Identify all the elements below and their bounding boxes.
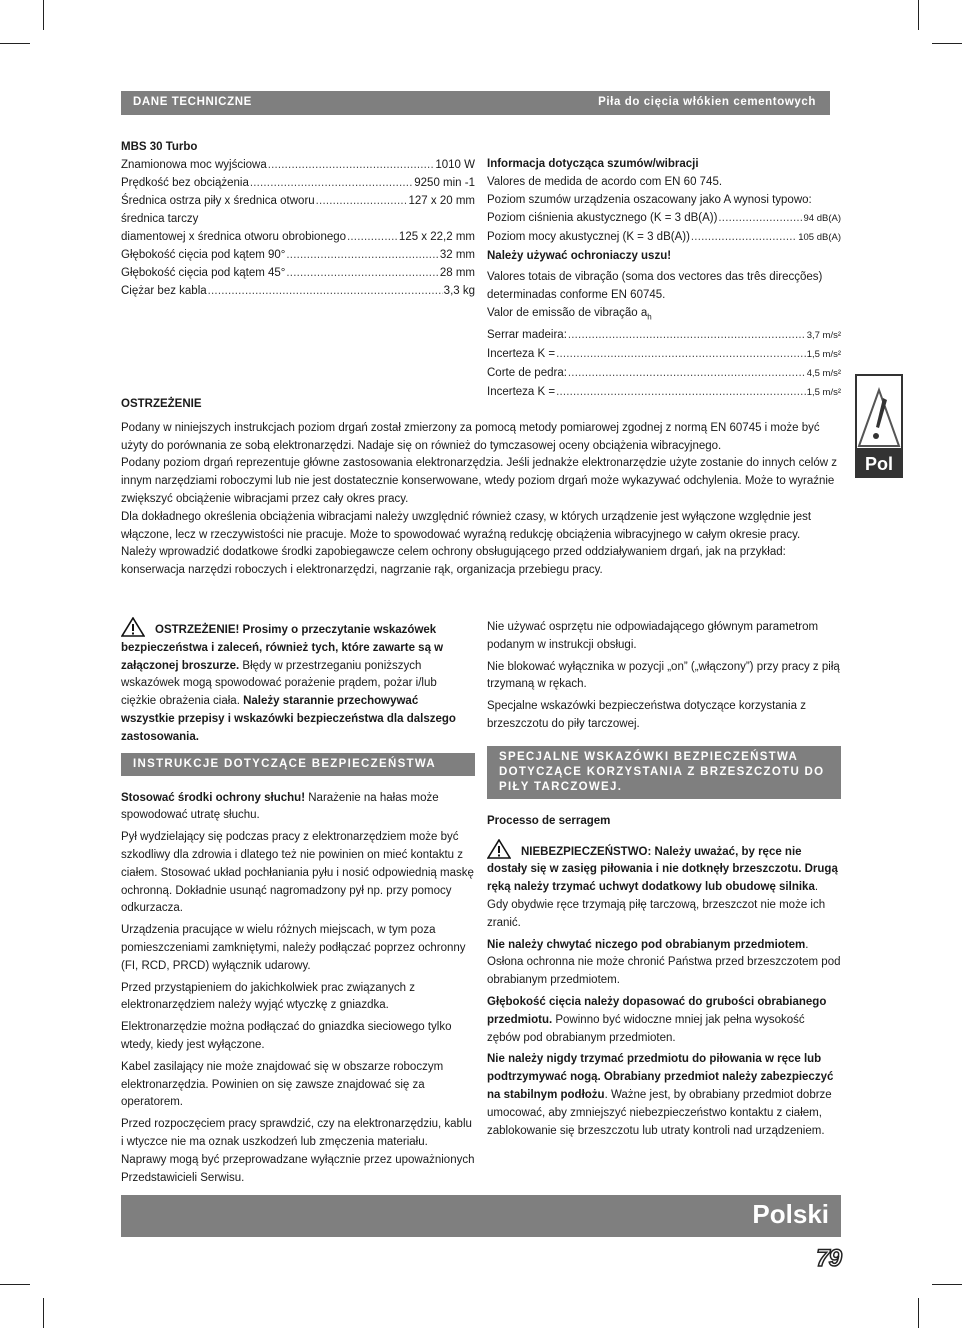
leader-dots	[347, 228, 398, 246]
warning-title: OSTRZEŻENIE	[121, 398, 202, 410]
spec-label: Głębokość cięcia pod kątem 90°	[121, 249, 286, 261]
crop-mark	[0, 43, 30, 44]
warning-icon	[857, 376, 901, 448]
crop-mark	[0, 1284, 30, 1285]
header-product-title: Piła do cięcia włókien cementowych	[598, 96, 816, 108]
vib-line: Valores totais de vibração (soma dos vectores das três direcções)	[487, 271, 823, 283]
paragraph: Przed rozpoczęciem pracy sprawdzić, czy na elektronarzędziu, kablu i wtyczce nie ma oznak uszkodzeń lub zmęczenia materiału. Naprawy mogą być przeprowadzane wyłącznie przez upoważnionych Przedstawicieli Serwisu.	[121, 1118, 475, 1184]
leader-dots	[568, 326, 806, 344]
spec-label: średnica tarczy	[121, 213, 199, 225]
warning-line: Podany w niniejszych instrukcjach poziom drgań został zmierzony za pomocą metody pomiarowej zgodnej z normą EN 60745 i może być	[121, 421, 820, 434]
leader-dots	[286, 264, 438, 282]
leader-dots	[568, 364, 806, 382]
paragraph-text: . Ważne jest, by obrabiany przedmiot dobrze umocować, aby zmniejszyć niebezpieczeństwo kontaktu z ciałem, zablokowanie się brzeszczotu lub utraty kontroli nad urządzeniem.	[487, 1088, 832, 1137]
warning-line: użyty do porównania ze sobą elektronarzędzi. Nadaje się on również do tymczasowej oceny obciążenia wibracyjnego.	[121, 439, 722, 452]
spec-list	[121, 156, 475, 300]
crop-mark	[918, 1298, 919, 1328]
vib-line	[487, 304, 841, 326]
leader-dots	[250, 174, 413, 192]
spec-value: 105 dB(A)	[798, 232, 841, 243]
warning-line: Należy wprowadzić dodatkowe środki zapobiegawcze celem ochrony obsługującego przed oddziaływaniem drgań, jak na przykład:	[121, 546, 786, 559]
safety-warning	[121, 617, 475, 747]
header-bar	[121, 91, 830, 115]
warning-line: Podany poziom drgań reprezentuje główne zastosowania elektronarzędzia. Jeśli jednakże elektronarzędzie użyte zostanie do innych celów z	[121, 457, 837, 470]
spec-value: 3,7 m/s²	[806, 330, 841, 342]
header-section-title: DANE TECHNICZNE	[133, 96, 252, 108]
spec-row	[487, 209, 841, 228]
danger-bold: NIEBEZPIECZEŃSTWO: Należy uważać, by ręce nie dostały się w zasięg piłowania i nie dotknęły brzeszczotu. Drugą ręką należy trzymać uchwyt dodatkowy lub obudowę silnika	[487, 845, 838, 894]
crop-mark	[932, 1284, 962, 1285]
crop-mark	[932, 43, 962, 44]
safety-warning-text: Błędy w przestrzeganiu poniższych wskazówek mogą spowodować porażenie prądem, pożar i/lub ciężkie obrażenia ciała.	[121, 659, 437, 708]
noise-line: Poziom szumów urządzenia oszacowany jako A wynosi typowo:	[487, 194, 812, 206]
warning-line: konserwacja narzędzi roboczych i elektronarzędzi, nagrzanie rąk, organizacja przebiegu pracy.	[121, 564, 603, 577]
danger-warning	[487, 839, 841, 933]
language-tab	[855, 374, 903, 478]
vib-subscript: h	[647, 312, 652, 322]
leader-dots	[691, 228, 797, 246]
spec-value: 125 x 22,2 mm	[398, 231, 475, 243]
danger-text: . Gdy obydwie ręce trzymają piłę tarczową, brzeszczot nie może ich zranić.	[487, 881, 826, 929]
paragraph: Elektronarzędzie można podłączać do gniazdka sieciowego tylko wtedy, kiedy jest wyłączone.	[121, 1021, 452, 1051]
spec-row	[487, 228, 841, 247]
spec-value: 127 x 20 mm	[408, 195, 475, 207]
spec-label: Średnica ostrza piły x średnica otworu	[121, 195, 315, 207]
paragraph: Urządzenia pracujące w wielu różnych miejscach, w tym poza pomieszczeniami zamkniętymi, należy podłączać poprzez ochronny (FI, RCD, PRCD) wyłącznik udarowy.	[121, 924, 466, 972]
spec-label: Głębokość cięcia pod kątem 45°	[121, 267, 286, 279]
paragraph-bold: Nie należy chwytać niczego pod obrabianym przedmiotem	[487, 938, 806, 951]
noise-block	[487, 155, 841, 402]
paragraph: Pył wydzielający się podczas pracy z elektronarzędziem może być szkodliwy dla zdrowia i dlatego też nie powinien on mieć kontaktu z ciałem. Stosować układ pochłaniania pyłu i nosić odpowiednią maskę ochronną. Dokładnie usunąć nagromadzony pył np. przy pomocy odkurzacza.	[121, 831, 474, 915]
spec-row	[121, 156, 475, 174]
process-title: Processo de serragem	[487, 814, 611, 827]
right-column	[487, 619, 841, 1144]
tab-icon-area	[857, 376, 901, 448]
leader-dots	[316, 192, 408, 210]
warning-icon	[487, 839, 511, 859]
spec-value: 9250 min -1	[414, 177, 475, 189]
ear-protection: Należy używać ochroniaczy uszu!	[487, 250, 672, 262]
warning-line: innym narzędziami roboczymi lub nie jest dostatecznie konserwowane, wtedy poziom drgań może wykazywać odchylenia. Może to wyraźnie	[121, 475, 835, 488]
footer-bar	[121, 1195, 841, 1237]
spec-label: Corte de pedra:	[487, 367, 567, 380]
paragraph	[487, 1051, 841, 1140]
crop-mark	[43, 1298, 44, 1328]
spec-value: 28 mm	[439, 267, 475, 279]
spec-label: Incerteza K =	[487, 348, 556, 361]
spec-label: Poziom ciśnienia akustycznego (K = 3 dB(A))	[487, 212, 718, 224]
noise-list	[487, 209, 841, 247]
vib-label: Valor de emissão de vibração a	[487, 307, 648, 319]
spec-value: 94 dB(A)	[803, 213, 841, 224]
paragraph-text: Powinno być widoczne mniej jak pełna wysokość zębów pod obrabianym przedmioten.	[487, 1013, 805, 1044]
vibration-warning	[121, 396, 841, 580]
spec-value: 3,3 kg	[443, 285, 475, 297]
spec-label: Prędkość bez obciążenia	[121, 177, 249, 189]
spec-row	[121, 174, 475, 192]
spec-value: 32 mm	[439, 249, 475, 261]
paragraph: Nie blokować wyłącznika w pozycji „on” („włączony”) przy pracy z piłą trzymaną w rękach.	[487, 660, 840, 691]
paragraph-bold: Głębokość cięcia należy dopasować do grubości obrabianego przedmiotu.	[487, 995, 827, 1026]
paragraph: Nie używać osprzętu nie odpowiadającego głównym parametrom podanym w instrukcji obsługi.	[487, 621, 819, 651]
vib-list	[487, 326, 841, 402]
paragraph: Specjalne wskazówki bezpieczeństwa dotyczące korzystania z brzeszczotu do piły tarczowej.	[487, 700, 806, 730]
footer-language: Polski	[752, 1199, 829, 1229]
paragraph-bold: Nie należy nigdy trzymać przedmiotu do piłowania w ręce lub podtrzymywać nogą. Obrabiany przedmiot należy zabezpieczyć na stabilnym podłożu	[487, 1053, 834, 1101]
warning-icon	[121, 617, 145, 637]
leader-dots	[286, 246, 438, 264]
paragraph	[487, 937, 841, 990]
warning-line: Dla dokładnego określenia obciążenia wibracjami należy uwzględnić również czasy, w których urządzenie jest wyłączone względnie jest	[121, 510, 812, 523]
noise-title: Informacja dotycząca szumów/wibracji	[487, 158, 699, 170]
leader-dots	[718, 209, 802, 227]
noise-line: Valores de medida de acordo com EN 60 745.	[487, 176, 723, 188]
model-name: MBS 30 Turbo	[121, 141, 198, 153]
hearing-bold: Stosować środki ochrony słuchu!	[121, 791, 306, 804]
spec-row	[121, 264, 475, 282]
language-label: Pol	[864, 454, 893, 474]
paragraph-text: . Osłona ochronna nie może chronić Państwa przed brzeszczotem pod obrabianym przedmiotem.	[487, 938, 841, 987]
spec-row	[121, 210, 475, 228]
spec-row	[121, 192, 475, 210]
spec-row	[487, 345, 841, 364]
warning-text	[121, 420, 841, 580]
left-column	[121, 617, 475, 1191]
spec-label: diamentowej x średnica otworu obrobionego	[121, 231, 347, 243]
leader-dots	[268, 156, 435, 174]
page-number: 79	[816, 1245, 841, 1272]
spec-row	[487, 326, 841, 345]
spec-label: Serrar madeira:	[487, 329, 567, 342]
warning-line: zwiększyć obciążenie wibracjami przez cały okres pracy.	[121, 492, 409, 505]
crop-mark	[918, 0, 919, 30]
paragraph	[121, 790, 475, 826]
spec-row	[121, 282, 475, 300]
leader-dots	[556, 345, 806, 363]
spec-value: 1,5 m/s²	[806, 349, 841, 361]
section-header-blade: SPECJALNE WSKAZÓWKI BEZPIECZEŃSTWA DOTYCZĄCE KORZYSTANIA Z BRZESZCZOTU DO PIŁY TARCZOWEJ.	[487, 746, 841, 799]
vib-line: determinadas conforme EN 60745.	[487, 289, 666, 301]
spec-value: 1010 W	[435, 159, 475, 171]
spec-value: 4,5 m/s²	[806, 368, 841, 380]
specs-block	[121, 138, 475, 300]
hearing-text: Narażenie na hałas może spowodować utratę słuchu.	[121, 791, 439, 822]
spec-label: Znamionowa moc wyjściowa	[121, 159, 267, 171]
spec-row	[487, 364, 841, 383]
spec-row	[121, 246, 475, 264]
spec-label: Poziom mocy akustycznej (K = 3 dB(A))	[487, 231, 690, 243]
spec-label: Incerteza K =	[487, 386, 556, 399]
safety-warning-bold2: Należy starannie przechowywać wszystkie przepisy i wskazówki bezpieczeństwa dla dalszego zastosowania.	[121, 695, 456, 743]
spec-value: 1,5 m/s²	[806, 387, 841, 399]
paragraph: Kabel zasilający nie może znajdować się w obszarze roboczym elektronarzędzia. Powinien on się zawsze znajdować się za operatorem.	[121, 1060, 444, 1109]
leader-dots	[208, 282, 443, 300]
paragraph: Przed przystąpieniem do jakichkolwiek prac związanych z elektronarzędziem należy wyjąć wtyczkę z gniazdka.	[121, 981, 416, 1012]
spec-row	[121, 228, 475, 246]
crop-mark	[43, 0, 44, 30]
spec-label: Ciężar bez kabla	[121, 285, 207, 297]
safety-warning-bold: OSTRZEŻENIE! Prosimy o przeczytanie wskazówek bezpieczeństwa i zaleceń, również tych, które zawarte są w załączonej broszurze.	[121, 624, 444, 672]
warning-line: włączone, lecz w rzeczywistości nie pracuje. Może to spowodować wyraźną redukcję obciążenia wibracyjnego w całym okresie pracy.	[121, 528, 801, 541]
section-header-safety: INSTRUKCJE DOTYCZĄCE BEZPIECZEŃSTWA	[121, 753, 475, 776]
paragraph	[487, 994, 841, 1047]
